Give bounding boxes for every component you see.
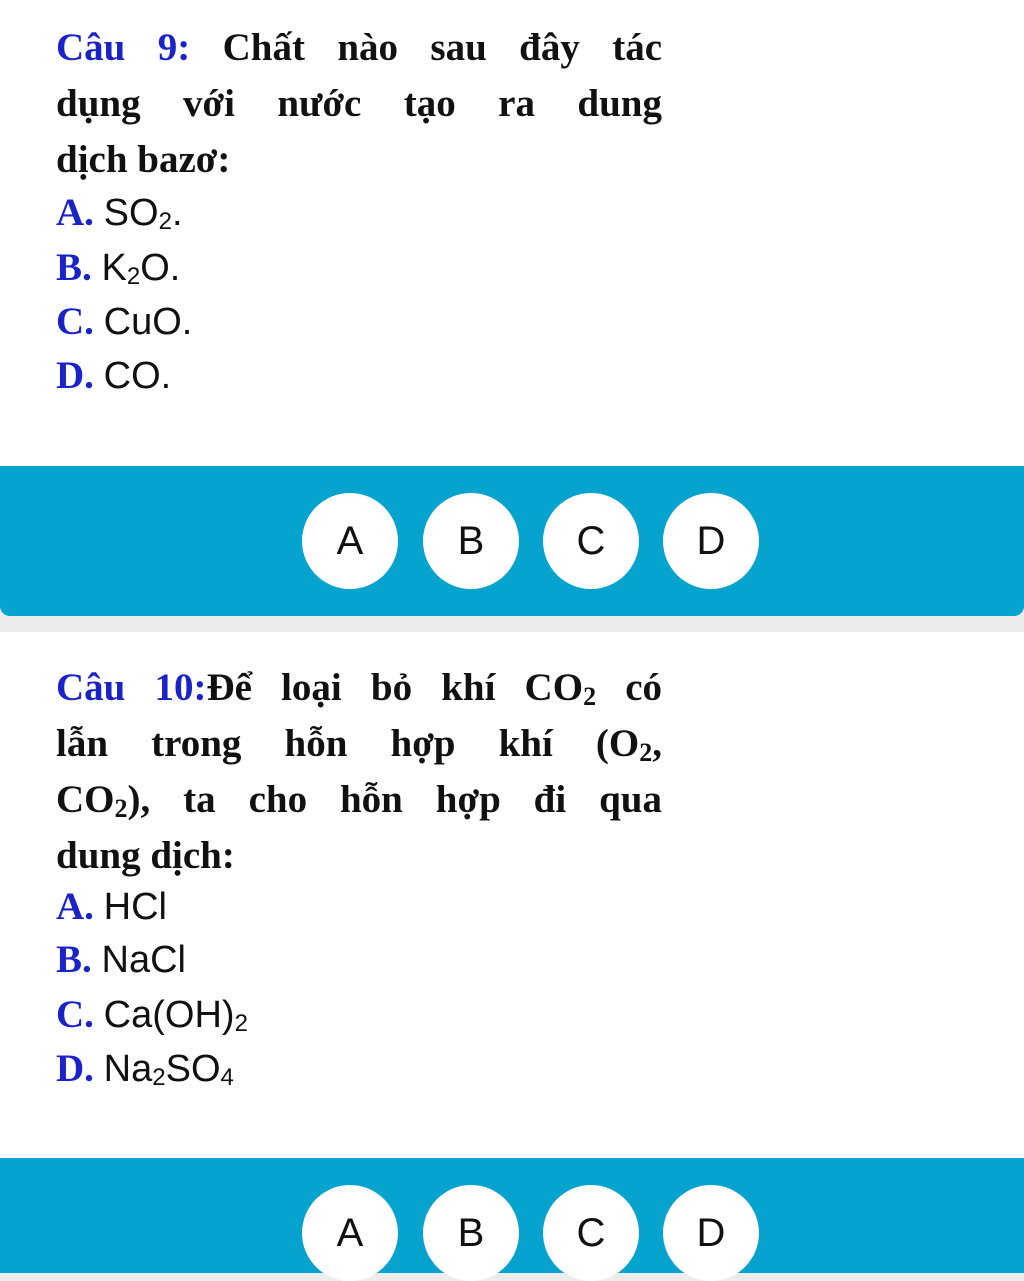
- question-card-9: [0, 0, 1024, 466]
- question-9-option-d: D. CO.: [56, 354, 172, 397]
- answer-d-button[interactable]: D: [663, 493, 759, 589]
- question-10-line-2: lẫn trong hỗn hợp khí ($O_2$,: [56, 722, 662, 767]
- answer-bar-question-10: [0, 1158, 1024, 1273]
- question-10-label: Câu 10:: [56, 666, 207, 709]
- question-9-line-1: Chất nào sau đây tác: [222, 26, 663, 69]
- question-9-option-b: B. $K_2O$.: [56, 246, 181, 290]
- question-9-option-a: A. $SO_2$.: [56, 191, 183, 235]
- question-10-text: Câu 10:Để loại bỏ khí $CO_2$ có lẫn trong hỗn hợp khí ($O_2$, $CO_2$), ta cho hỗn hợp đi qua dung dịch:: [56, 660, 662, 884]
- answer-bar-question-9: [0, 466, 1024, 616]
- question-9-option-c: C. CuO.: [56, 300, 193, 343]
- question-10-line-4: dung dịch:: [56, 834, 235, 877]
- question-10-option-c: C. $Ca(OH)_2$: [56, 993, 248, 1037]
- answer-b-button[interactable]: B: [423, 1185, 519, 1281]
- question-9-text: [56, 20, 662, 188]
- question-10-option-a: A. HCl: [56, 885, 167, 928]
- question-10-option-b: B. NaCl: [56, 938, 186, 981]
- question-9-label: Câu 9:: [56, 26, 191, 69]
- question-10-line-3: $CO_2$), ta cho hỗn hợp đi qua: [56, 778, 662, 823]
- answer-d-button[interactable]: D: [663, 1185, 759, 1281]
- answer-a-button[interactable]: A: [302, 1185, 398, 1281]
- answer-c-button[interactable]: C: [543, 493, 639, 589]
- question-10-option-d: D. $Na_2SO_4$: [56, 1047, 234, 1091]
- question-9-line-3: dịch bazơ:: [56, 138, 231, 181]
- answer-c-button[interactable]: C: [543, 1185, 639, 1281]
- question-9-line-2: dụng với nước tạo ra dung: [56, 82, 662, 125]
- answer-a-button[interactable]: A: [302, 493, 398, 589]
- answer-b-button[interactable]: B: [423, 493, 519, 589]
